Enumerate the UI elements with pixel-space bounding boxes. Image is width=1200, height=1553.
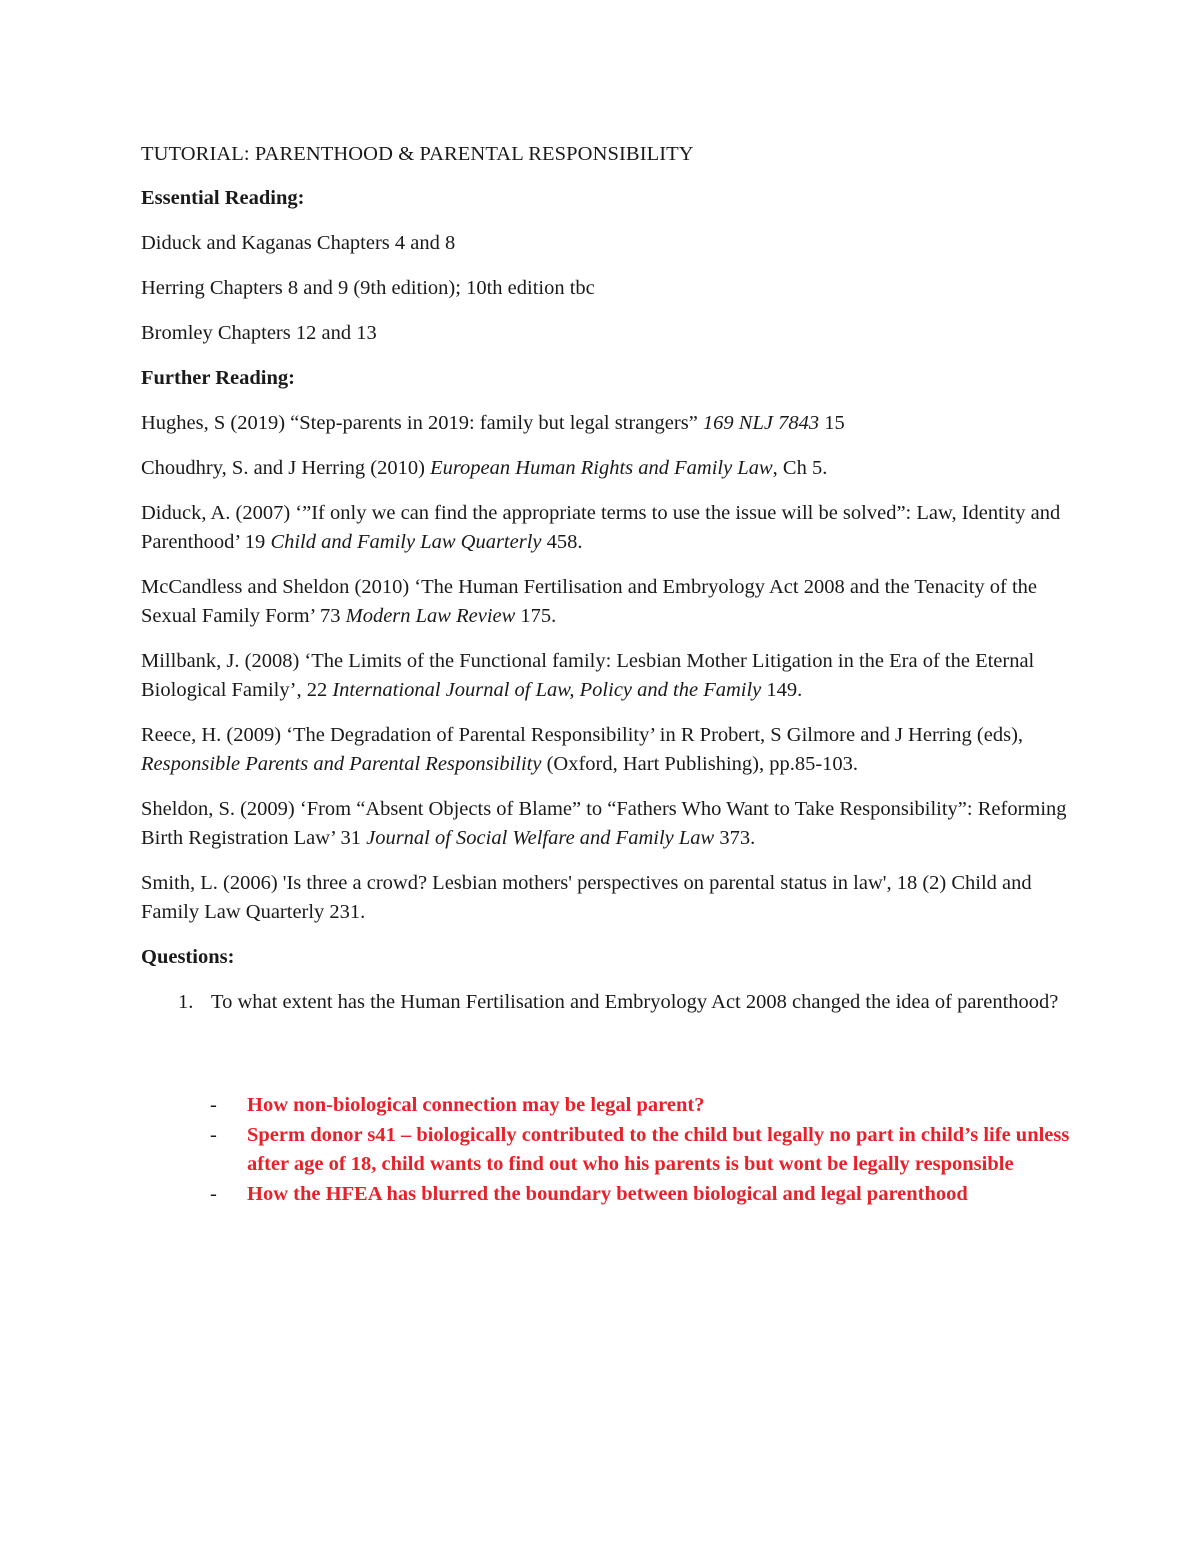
reference-item xyxy=(141,409,1076,438)
reference-item xyxy=(141,869,1076,927)
questions-heading: Questions: xyxy=(141,946,235,968)
reference-item xyxy=(141,647,1076,705)
annotation-notes xyxy=(141,1091,1076,1209)
reference-source: Modern Law Review xyxy=(345,605,516,627)
reference-tail: (Oxford, Hart Publishing), pp.85-103. xyxy=(541,753,859,775)
reference-text: Choudhry, S. and J Herring (2010) xyxy=(141,457,431,479)
reference-item xyxy=(141,795,1076,853)
reference-text: McCandless and Sheldon (2010) ‘The Human Fertilisation and Embryology Act 2008 and the Tenacity of the Sexual Family Form’ 73 xyxy=(141,576,1038,627)
reference-tail: 149. xyxy=(761,679,803,701)
reference-text: Millbank, J. (2008) ‘The Limits of the Functional family: Lesbian Mother Litigation in the Era of the Eternal Biological Family’, 22 xyxy=(141,650,1035,701)
reference-text: Smith, L. (2006) 'Is three a crowd? Lesbian mothers' perspectives on parental status in law', 18 (2) Child and Family Law Quarterly 231. xyxy=(141,872,1032,923)
reference-tail: , Ch 5. xyxy=(772,457,828,479)
reference-source: European Human Rights and Family Law xyxy=(430,457,773,479)
annotation-note xyxy=(141,1091,1076,1121)
reference-item xyxy=(141,573,1076,631)
reference-source: 169 NLJ 7843 xyxy=(702,412,820,434)
question-text: To what extent has the Human Fertilisation and Embryology Act 2008 changed the idea of parenthood? xyxy=(211,991,1059,1013)
reference-tail: 175. xyxy=(515,605,557,627)
essential-reading-item: Diduck and Kaganas Chapters 4 and 8 xyxy=(141,232,456,254)
bullet-dash: - xyxy=(210,1094,217,1116)
reference-tail: 458. xyxy=(541,531,583,553)
reference-source: Child and Family Law Quarterly xyxy=(270,531,542,553)
reference-source: Responsible Parents and Parental Responsibility xyxy=(141,753,542,775)
reference-source: Journal of Social Welfare and Family Law xyxy=(366,827,715,849)
bullet-dash: - xyxy=(210,1182,217,1205)
question-number: 1. xyxy=(178,991,194,1013)
document-body xyxy=(141,140,1076,1209)
reference-text: Sheldon, S. (2009) ‘From “Absent Objects of Blame” to “Fathers Who Want to Take Responsibility”: Reforming Birth Registration Law’ 31 xyxy=(141,798,1067,849)
annotation-text: Sperm donor s41 – biologically contributed to the child but legally no part in child’s life unless after age of 18, child wants to find out who his parents is but wont be legally responsible xyxy=(247,1123,1070,1175)
reference-text: Reece, H. (2009) ‘The Degradation of Parental Responsibility’ in R Probert, S Gilmore and J Herring (eds), xyxy=(141,724,1024,746)
bullet-dash: - xyxy=(210,1123,217,1146)
annotation-note xyxy=(141,1180,1076,1210)
essential-reading-item: Herring Chapters 8 and 9 (9th edition); 10th edition tbc xyxy=(141,277,595,299)
reference-source: International Journal of Law, Policy and the Family xyxy=(332,679,762,701)
annotation-text: How the HFEA has blurred the boundary between biological and legal parenthood xyxy=(247,1182,968,1205)
annotation-text: How non-biological connection may be legal parent? xyxy=(247,1094,705,1116)
essential-reading-heading: Essential Reading: xyxy=(141,187,305,209)
questions-list xyxy=(141,988,1076,1017)
reference-item xyxy=(141,499,1076,557)
reference-tail: 373. xyxy=(714,827,756,849)
reference-text: Diduck, A. (2007) ‘”If only we can find the appropriate terms to use the issue will be solved”: Law, Identity and Parenthood’ 19 xyxy=(141,502,1061,553)
annotation-note xyxy=(141,1121,1076,1180)
document-title: TUTORIAL: PARENTHOOD & PARENTAL RESPONSIBILITY xyxy=(141,143,694,165)
further-reading-heading: Further Reading: xyxy=(141,367,295,389)
reference-text: Hughes, S (2019) “Step-parents in 2019: family but legal strangers” xyxy=(141,412,703,434)
reference-tail: 15 xyxy=(819,412,845,434)
reference-item xyxy=(141,454,1076,483)
question-item xyxy=(141,988,1076,1017)
essential-reading-item: Bromley Chapters 12 and 13 xyxy=(141,322,377,344)
reference-item xyxy=(141,721,1076,779)
